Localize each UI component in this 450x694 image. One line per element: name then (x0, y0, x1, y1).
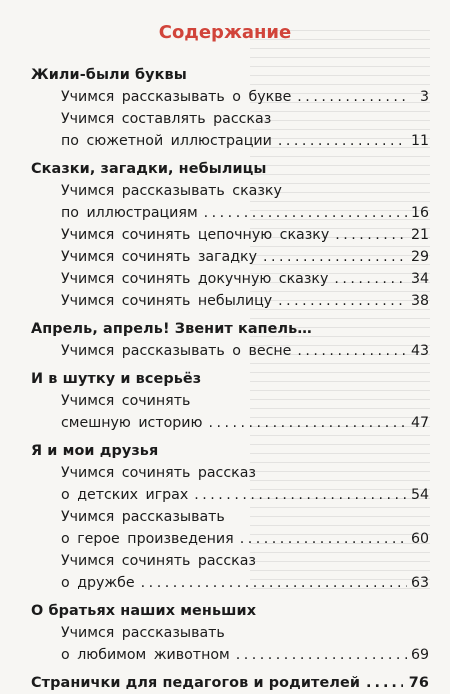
entry-text: Учимся рассказывать сказку (61, 183, 282, 199)
entry-text: Учимся сочинять докучную сказку (61, 271, 329, 287)
entry-text: о герое произведения (61, 531, 234, 547)
page-number: 43 (410, 343, 429, 359)
dot-leader (141, 572, 407, 594)
page-number: 60 (410, 531, 429, 547)
toc-entry[interactable] (31, 340, 429, 362)
dot-leader (366, 672, 403, 694)
page-title: Содержание (158, 22, 292, 43)
section-title: Странички для педагогов и родителей (31, 675, 361, 691)
dot-leader (335, 224, 407, 246)
dot-leader (278, 290, 407, 312)
dot-leader (334, 268, 407, 290)
entry-text: по иллюстрациям (61, 205, 198, 221)
entry-text: о детских играх (61, 487, 189, 503)
page-number: 29 (410, 249, 429, 265)
page-number: 63 (410, 575, 429, 591)
page-number: 3 (419, 89, 429, 105)
page-number: 38 (410, 293, 429, 309)
entry-text: Учимся составлять рассказ (61, 111, 272, 127)
entry-text: Учимся рассказывать о весне (61, 343, 292, 359)
section-title: Я и мои друзья (31, 443, 159, 459)
section-title: О братьях наших меньших (31, 603, 257, 619)
section-title: Сказки, загадки, небылицы (31, 161, 267, 177)
toc-entry[interactable] (31, 462, 429, 506)
entry-text: Учимся сочинять небылицу (61, 293, 273, 309)
entry-text: по сюжетной иллюстрации (61, 133, 272, 149)
entry-text: Учимся сочинять цепочную сказку (61, 227, 330, 243)
table-of-contents (31, 64, 429, 694)
page-number: 34 (410, 271, 429, 287)
entry-text: Учимся рассказывать (61, 625, 225, 641)
page-number: 54 (410, 487, 429, 503)
entry-text: Учимся рассказывать о букве (61, 89, 292, 105)
toc-entry[interactable] (31, 246, 429, 268)
final-section-entry[interactable] (31, 672, 429, 694)
dot-leader (240, 528, 407, 550)
dot-leader (297, 86, 409, 108)
dot-leader (278, 130, 407, 152)
toc-entry[interactable] (31, 390, 429, 434)
page-number: 47 (410, 415, 429, 431)
toc-entry[interactable] (31, 108, 429, 152)
toc-entry[interactable] (31, 268, 429, 290)
dot-leader (204, 202, 407, 224)
dot-leader (263, 246, 407, 268)
toc-entry[interactable] (31, 180, 429, 224)
page-number: 11 (410, 133, 429, 149)
entry-text: о любимом животном (61, 647, 230, 663)
toc-entry[interactable] (31, 506, 429, 550)
section-title: Апрель, апрель! Звенит капель… (31, 321, 312, 337)
dot-leader (297, 340, 407, 362)
entry-text: Учимся сочинять загадку (61, 249, 257, 265)
section-title: И в шутку и всерьёз (31, 371, 202, 387)
entry-text: Учимся сочинять рассказ (61, 465, 256, 481)
page-number: 21 (410, 227, 429, 243)
toc-entry[interactable] (31, 290, 429, 312)
dot-leader (194, 484, 407, 506)
toc-entry[interactable] (31, 550, 429, 594)
toc-entry[interactable] (31, 622, 429, 666)
page-number: 76 (408, 675, 429, 691)
dot-leader (236, 644, 407, 666)
dot-leader (208, 412, 406, 434)
section-title: Жили-были буквы (31, 67, 187, 83)
entry-text: Учимся рассказывать (61, 509, 225, 525)
entry-text: Учимся сочинять рассказ (61, 553, 256, 569)
entry-text: о дружбе (61, 575, 135, 591)
page-number: 69 (410, 647, 429, 663)
entry-text: Учимся сочинять (61, 393, 191, 409)
toc-entry[interactable] (31, 224, 429, 246)
toc-entry[interactable] (31, 86, 429, 108)
entry-text: смешную историю (61, 415, 203, 431)
page-number: 16 (410, 205, 429, 221)
